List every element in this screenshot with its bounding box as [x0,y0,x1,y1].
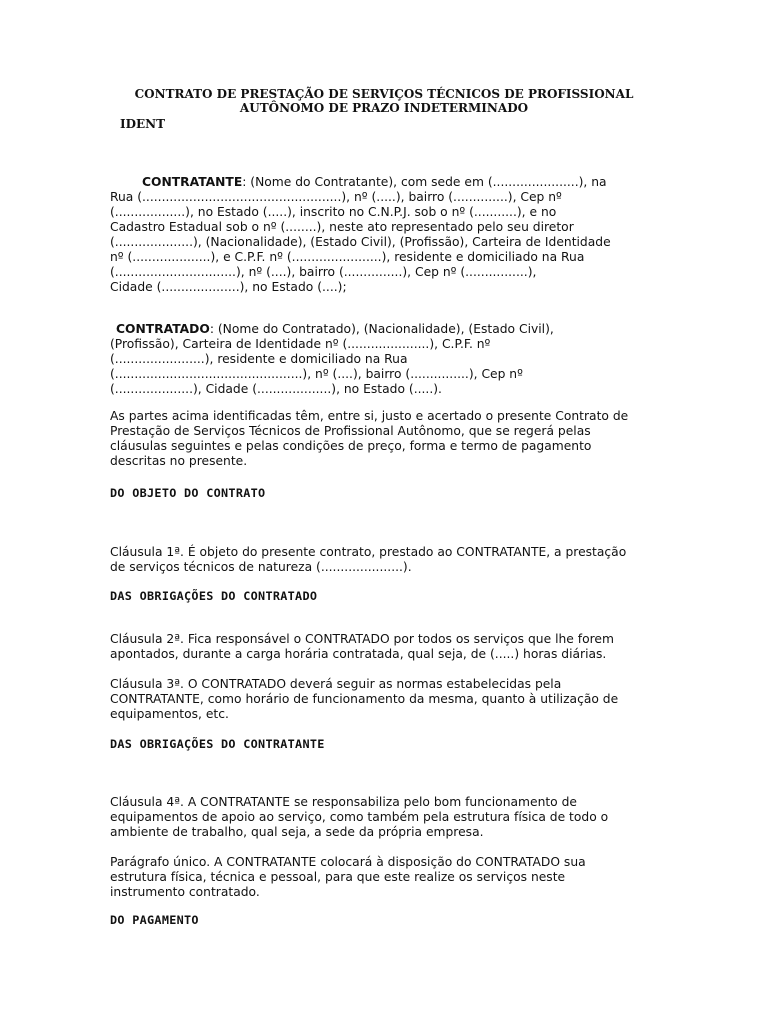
clausula-1 [110,545,658,575]
contratado-label: CONTRATADO [116,322,210,336]
contratado-paragraph [110,322,658,397]
heading-obrigacoes-contratado: DAS OBRIGAÇÕES DO CONTRATADO [110,589,318,603]
ident-label: IDENT [120,117,166,131]
clausula-3-line: CONTRATANTE, como horário de funcionamento da mesma, quanto à utilização de [110,692,619,706]
partes-line: descritas no presente. [110,454,248,468]
clausula-1-line: Cláusula 1ª. É objeto do presente contrato, prestado ao CONTRATANTE, a prestação [110,545,627,559]
partes-line: Prestação de Serviços Técnicos de Profissional Autônomo, que se regerá pelas [110,424,591,438]
clausula-3 [110,677,658,722]
contratante-line: : (Nome do Contratante), com sede em (......................), na [242,175,607,189]
contratado-line: (................................................), nº (....), bairro (...............), Cep nº [110,367,523,381]
partes-line: cláusulas seguintes e pelas condições de preço, forma e termo de pagamento [110,439,592,453]
paragrafo-line: estrutura física, técnica e pessoal, para que este realize os serviços neste [110,870,566,884]
title-line-1: CONTRATO DE PRESTAÇÃO DE SERVIÇOS TÉCNICOS DE PROFISSIONAL [134,87,634,101]
paragrafo-line: Parágrafo único. A CONTRATANTE colocará à disposição do CONTRATADO sua [110,855,586,869]
contratado-line: (Profissão), Carteira de Identidade nº (.....................), C.P.F. nº [110,337,491,351]
contratante-line: Rua (...................................................), nº (.....), bairro (..............), Cep nº [110,190,562,204]
heading-obrigacoes-contratante: DAS OBRIGAÇÕES DO CONTRATANTE [110,737,325,751]
heading-objeto: DO OBJETO DO CONTRATO [110,486,266,500]
clausula-1-line: de serviços técnicos de natureza (.....................). [110,560,412,574]
heading-pagamento: DO PAGAMENTO [110,913,199,927]
contratante-line: (..................), no Estado (.....), inscrito no C.N.P.J. sob o nº (...........), e no [110,205,557,219]
contratante-line: (....................), (Nacionalidade), (Estado Civil), (Profissão), Carteira de Identidade [110,235,611,249]
contratante-line: Cidade (....................), no Estado (....); [110,280,347,294]
document-title [110,87,658,115]
clausula-4 [110,795,658,840]
clausula-2-line: apontados, durante a carga horária contratada, qual seja, de (.....) horas diárias. [110,647,607,661]
paragrafo-unico [110,855,658,900]
clausula-2 [110,632,658,662]
clausula-3-line: equipamentos, etc. [110,707,229,721]
partes-paragraph [110,409,658,469]
contratado-line: (.......................), residente e domiciliado na Rua [110,352,408,366]
title-line-2: AUTÔNOMO DE PRAZO INDETERMINADO [239,101,529,115]
contratante-paragraph [110,175,658,295]
paragrafo-line: instrumento contratado. [110,885,260,899]
contratante-line: Cadastro Estadual sob o nº (........), neste ato representado pelo seu diretor [110,220,574,234]
clausula-3-line: Cláusula 3ª. O CONTRATADO deverá seguir as normas estabelecidas pela [110,677,562,691]
partes-line: As partes acima identificadas têm, entre si, justo e acertado o presente Contrato de [110,409,629,423]
contratante-line: nº (....................), e C.P.F. nº (.......................), residente e domiciliado na Rua [110,250,585,264]
clausula-4-line: Cláusula 4ª. A CONTRATANTE se responsabiliza pelo bom funcionamento de [110,795,577,809]
clausula-4-line: equipamentos de apoio ao serviço, como também pela estrutura física de todo o [110,810,609,824]
clausula-2-line: Cláusula 2ª. Fica responsável o CONTRATADO por todos os serviços que lhe forem [110,632,614,646]
clausula-4-line: ambiente de trabalho, qual seja, a sede da própria empresa. [110,825,484,839]
contratado-line: (....................), Cidade (...................), no Estado (.....). [110,382,442,396]
contratante-label: CONTRATANTE [142,175,243,189]
contratado-line: : (Nome do Contratado), (Nacionalidade), (Estado Civil), [209,322,554,336]
contratante-line: (...............................), nº (....), bairro (...............), Cep nº (................), [110,265,537,279]
